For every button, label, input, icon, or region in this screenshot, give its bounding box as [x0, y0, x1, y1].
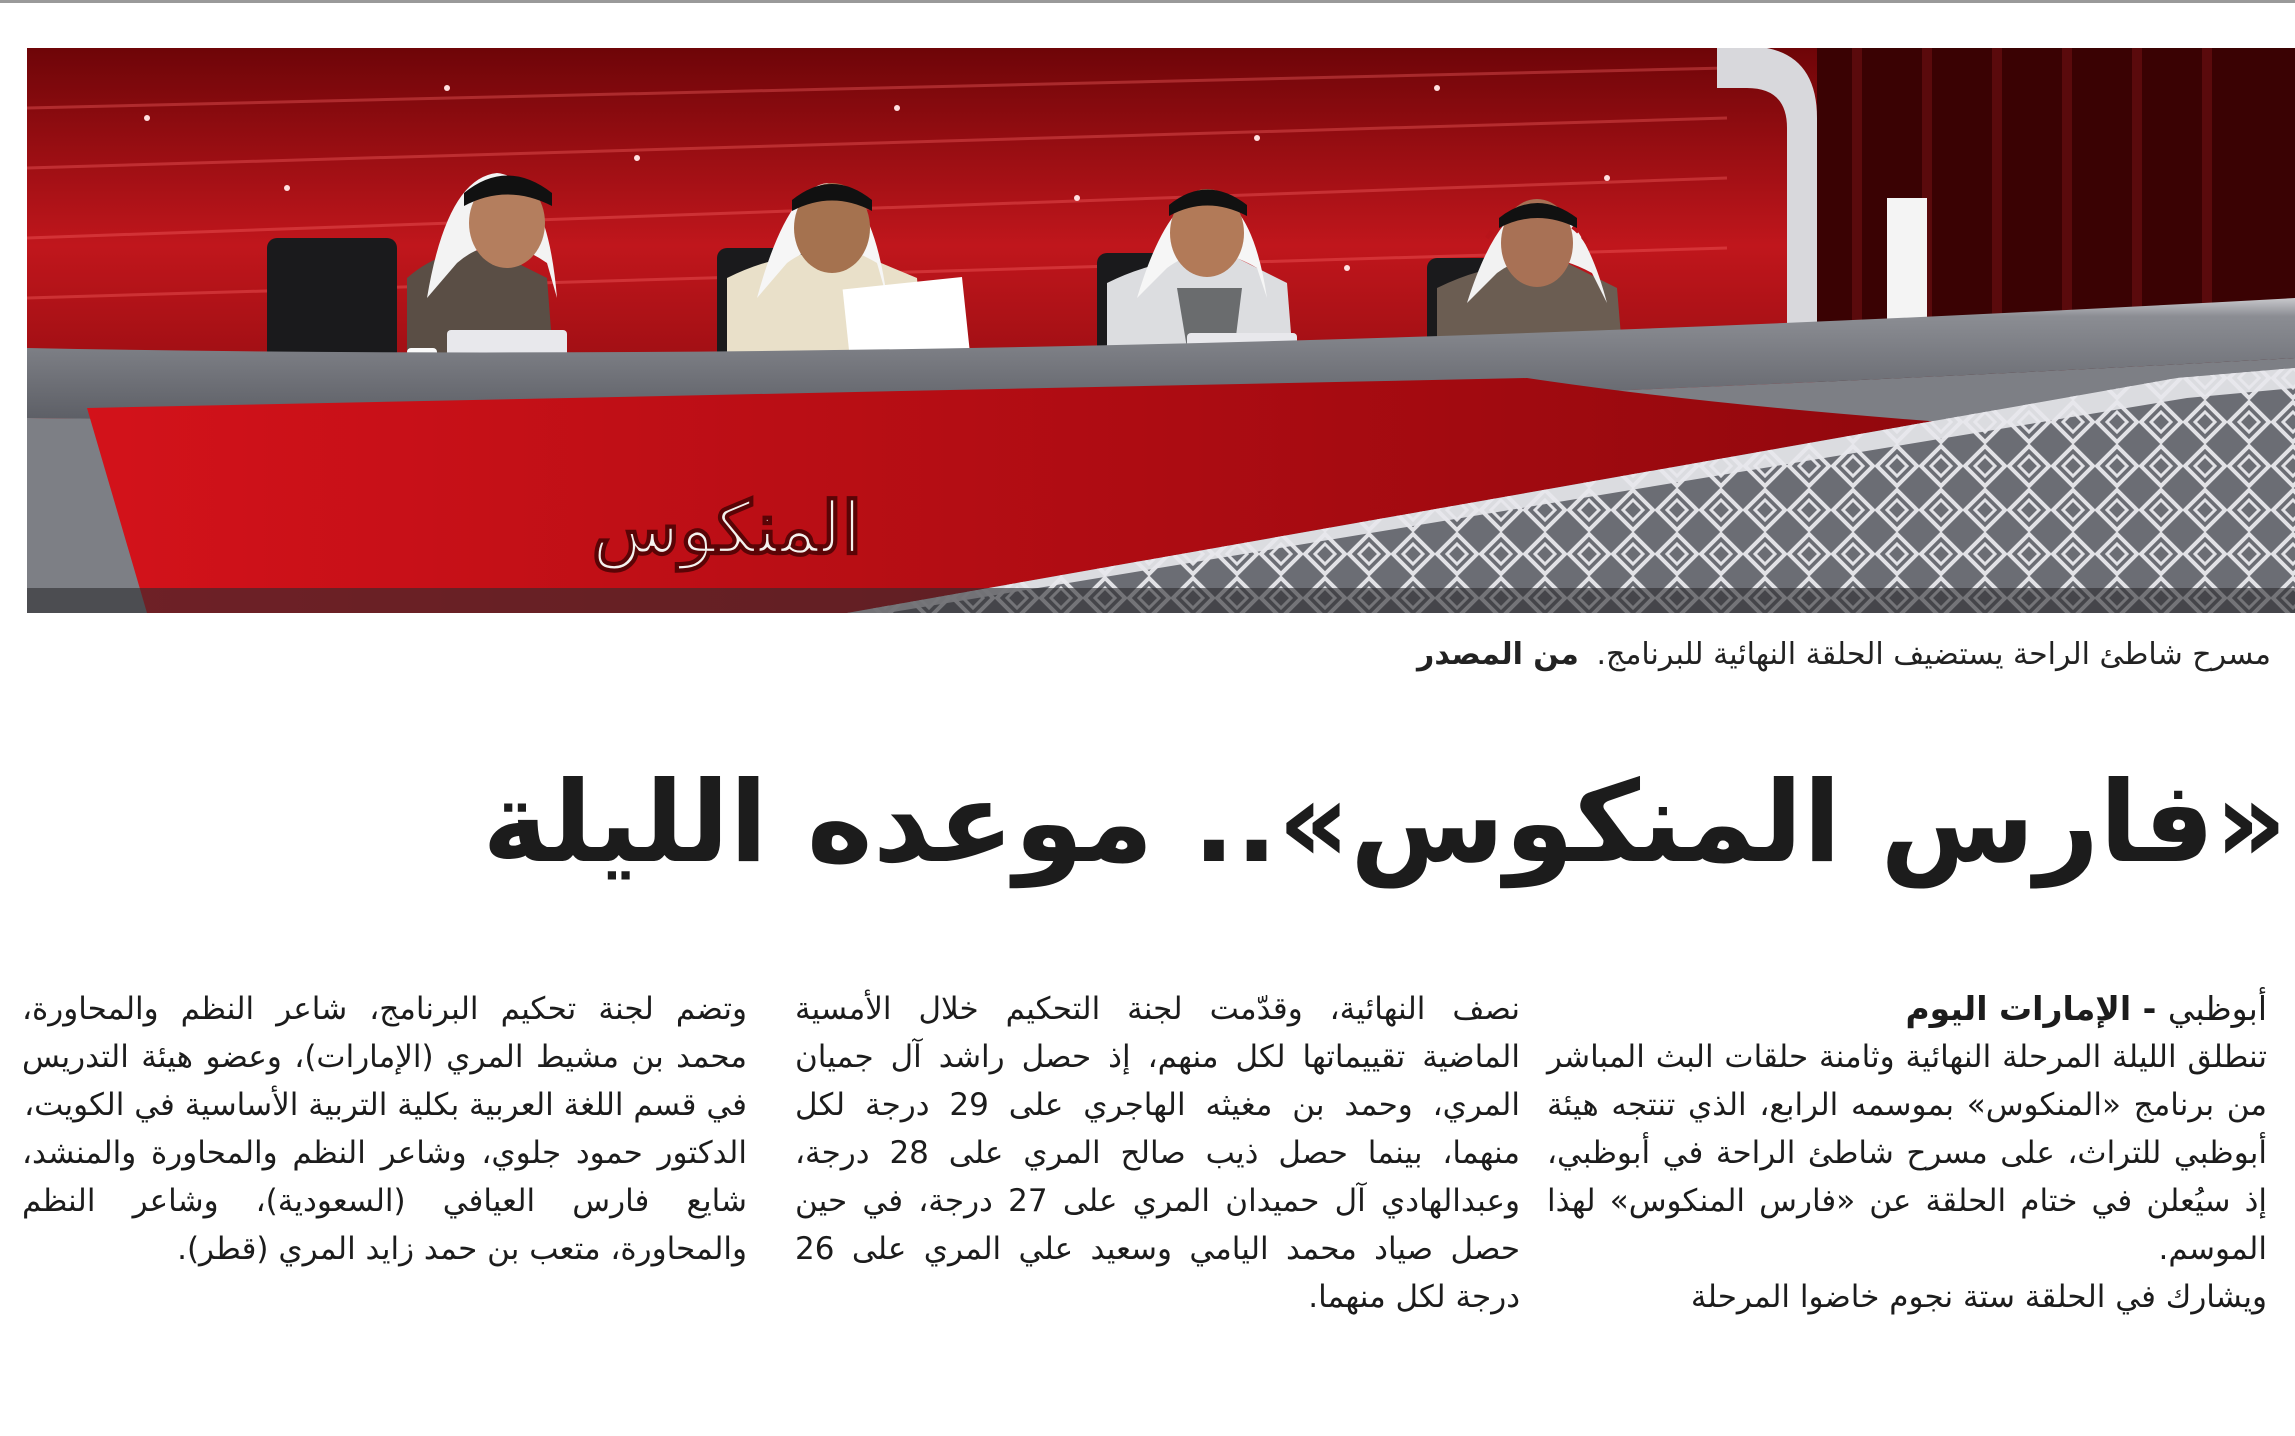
byline-source: الإمارات اليوم [1905, 989, 2132, 1028]
program-logo: المنكوس [591, 485, 863, 570]
article-column-2 [795, 985, 1520, 1321]
caption-credit: من المصدر [1417, 637, 1579, 672]
article-column-1 [1547, 985, 2267, 1321]
article-column-3 [22, 985, 747, 1273]
article-photo [27, 48, 2295, 613]
byline-separator: - [2131, 989, 2168, 1028]
paragraph: وتضم لجنة تحكيم البرنامج، شاعر النظم والمحاورة، محمد بن مشيط المري (الإمارات)، وعضو هيئة التدريس في قسم اللغة العربية بكلية التربية الأساسية في الكويت، [22, 991, 747, 1123]
top-rule [0, 0, 2295, 3]
byline-place: أبوظبي [2167, 989, 2267, 1028]
paragraph: نصف النهائية، وقدّمت لجنة التحكيم خلال الأمسية الماضية تقييماتها لكل منهم، إذ حصل راشد آل جميان المري، وحمد بن مغيثه الهاجري على 29 درجة لكل منهما، بينما حصل ذيب صالح المري على 28 درجة، وعبدالهادي آل حميدان المري على 27 درجة، في حين حصل صياد محمد اليامي وسعيد علي المري على 26 درجة لكل منهما. [795, 991, 1520, 1315]
stage-illustration [27, 48, 2295, 613]
headline: «فارس المنكوس».. موعده الليلة [482, 758, 2287, 888]
caption-text: مسرح شاطئ الراحة يستضيف الحلقة النهائية للبرنامج. [1596, 637, 2271, 672]
paragraph: الدكتور حمود جلوي، وشاعر النظم والمحاورة والمنشد، شايع فارس العيافي (السعودية)، وشاعر النظم والمحاورة، متعب بن حمد زايد المري (قطر). [22, 1135, 747, 1267]
byline [1547, 985, 2267, 1033]
photo-caption [1417, 632, 2271, 678]
paragraph: تنطلق الليلة المرحلة النهائية وثامنة حلقات البث المباشر من برنامج «المنكوس» بموسمه الرابع، الذي تنتجه هيئة أبوظبي للتراث، على مسرح شاطئ الراحة في أبوظبي، إذ سيُعلن في ختام الحلقة عن «فارس المنكوس» لهذا الموسم. [1547, 1039, 2267, 1267]
paragraph: ويشارك في الحلقة ستة نجوم خاضوا المرحلة [1690, 1279, 2267, 1315]
